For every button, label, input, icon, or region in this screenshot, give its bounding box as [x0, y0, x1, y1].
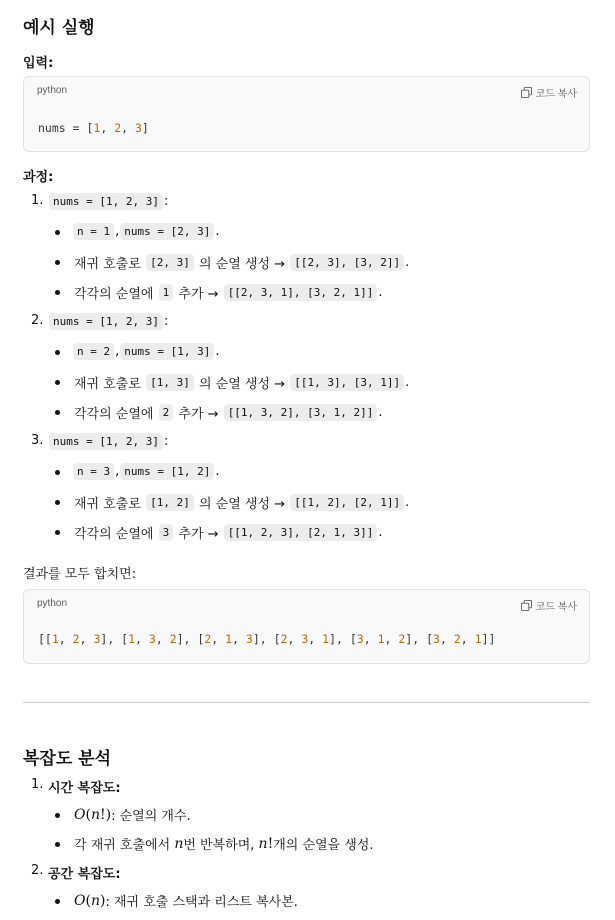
step-head: nums = [1, 2, 3] :	[48, 193, 168, 210]
code-punct: ], [	[329, 632, 357, 646]
code-punct: ,	[135, 632, 149, 646]
code-punct: ,	[460, 632, 475, 646]
code-number: 3	[148, 632, 156, 646]
code-number: 2	[72, 632, 80, 646]
code-punct: ,	[232, 632, 246, 646]
bullet	[55, 350, 60, 355]
copy-icon	[521, 87, 532, 98]
bullet	[55, 500, 60, 505]
code-punct: ,	[58, 632, 73, 646]
code-language: python	[37, 85, 68, 96]
list-marker: 2.	[31, 863, 44, 878]
copy-code-label: 코드 복사	[535, 602, 577, 613]
code-number: 2	[453, 632, 461, 646]
bullet	[55, 842, 60, 847]
bullet	[55, 813, 60, 818]
bullet	[55, 410, 60, 415]
bullet	[55, 470, 60, 475]
step-marker: 1.	[31, 193, 44, 208]
step-head: nums = [1, 2, 3] :	[48, 433, 168, 450]
code-block-result	[23, 589, 590, 664]
process-label: 과정:	[23, 170, 54, 185]
code-punct: ], [	[252, 632, 281, 646]
step-bullet-vars: n = 3 , nums = [1, 2] .	[72, 463, 220, 480]
code-number: 2	[204, 632, 212, 646]
section-title-complexity: 복잡도 분석	[23, 749, 112, 769]
copy-code-button[interactable]	[521, 598, 577, 613]
code-punct: ], [	[176, 632, 205, 646]
code-number: 3	[245, 632, 253, 646]
code-punct: ,	[308, 632, 323, 646]
bullet	[55, 530, 60, 535]
code-number: 3	[93, 632, 101, 646]
step-bullet-recursion: 재귀 호출로 [1, 3] 의 순열 생성 → [[1, 3], [3, 1]] .	[74, 375, 410, 392]
code-number: 1	[128, 632, 136, 646]
space-complexity-label: 공간 복잡도:	[48, 867, 121, 882]
space-complexity-bullet-1: O ( n ) : 재귀 호출 스택과 리스트 복사본.	[74, 892, 298, 910]
code-punct: ,	[384, 632, 399, 646]
code-number: 2	[169, 632, 177, 646]
list-marker: 1.	[31, 777, 44, 792]
step-head: nums = [1, 2, 3] :	[48, 313, 168, 330]
step-bullet-vars: n = 2 , nums = [1, 3] .	[72, 343, 220, 360]
code-number: 1	[51, 632, 59, 646]
code-number: 2	[280, 632, 288, 646]
time-complexity-label: 시간 복잡도:	[48, 781, 121, 796]
code-content: nums = [1, 2, 3]	[38, 121, 149, 135]
code-number: 3	[433, 632, 440, 646]
result-label: 결과를 모두 합치면:	[23, 567, 137, 582]
code-number: 3	[301, 632, 309, 646]
step-bullet-recursion: 재귀 호출로 [1, 2] 의 순열 생성 → [[1, 2], [2, 1]] .	[74, 495, 410, 512]
step-bullet-append: 각각의 순열에 3 추가 → [[1, 2, 3], [2, 1, 3]] .	[74, 525, 383, 542]
code-number: 2	[398, 632, 406, 646]
code-number: 3	[356, 632, 364, 646]
code-number: 1	[322, 632, 330, 646]
divider	[23, 702, 590, 703]
code-punct: ], [	[100, 632, 129, 646]
input-label: 입력:	[23, 56, 54, 71]
code-punct: [[	[38, 632, 52, 646]
code-language: python	[37, 598, 68, 609]
code-number: 1	[474, 632, 482, 646]
bullet	[55, 290, 60, 295]
section-title-example: 예시 실행	[23, 18, 95, 38]
code-punct: ,	[155, 632, 170, 646]
code-punct: ], [	[405, 632, 434, 646]
copy-icon	[521, 600, 532, 611]
code-punct: ,	[287, 632, 302, 646]
step-marker: 3.	[31, 433, 44, 448]
code-punct: ,	[211, 632, 226, 646]
step-marker: 2.	[31, 313, 44, 328]
bullet	[55, 260, 60, 265]
step-bullet-vars: n = 1 , nums = [2, 3] .	[72, 223, 220, 240]
copy-code-button[interactable]	[521, 85, 577, 100]
code-punct: ,	[439, 632, 454, 646]
bullet	[55, 230, 60, 235]
time-complexity-bullet-1: O ( n ! ) : 순열의 개수.	[74, 806, 191, 824]
code-number: 1	[377, 632, 385, 646]
code-number: 1	[225, 632, 233, 646]
code-punct: ,	[79, 632, 94, 646]
code-content	[38, 632, 495, 646]
bullet	[55, 380, 60, 385]
step-bullet-recursion: 재귀 호출로 [2, 3] 의 순열 생성 → [[2, 3], [3, 2]] .	[74, 255, 410, 272]
code-punct: ,	[363, 632, 378, 646]
bullet	[55, 899, 60, 904]
time-complexity-bullet-2: 각 재귀 호출에서 n 번 반복하며, n ! 개의 순열을 생성.	[74, 835, 374, 853]
code-block-input	[23, 76, 590, 152]
code-punct: ]]	[481, 632, 496, 646]
copy-code-label: 코드 복사	[535, 89, 577, 100]
step-bullet-append: 각각의 순열에 2 추가 → [[1, 3, 2], [3, 1, 2]] .	[74, 405, 383, 422]
step-bullet-append: 각각의 순열에 1 추가 → [[2, 3, 1], [3, 2, 1]] .	[74, 285, 383, 302]
